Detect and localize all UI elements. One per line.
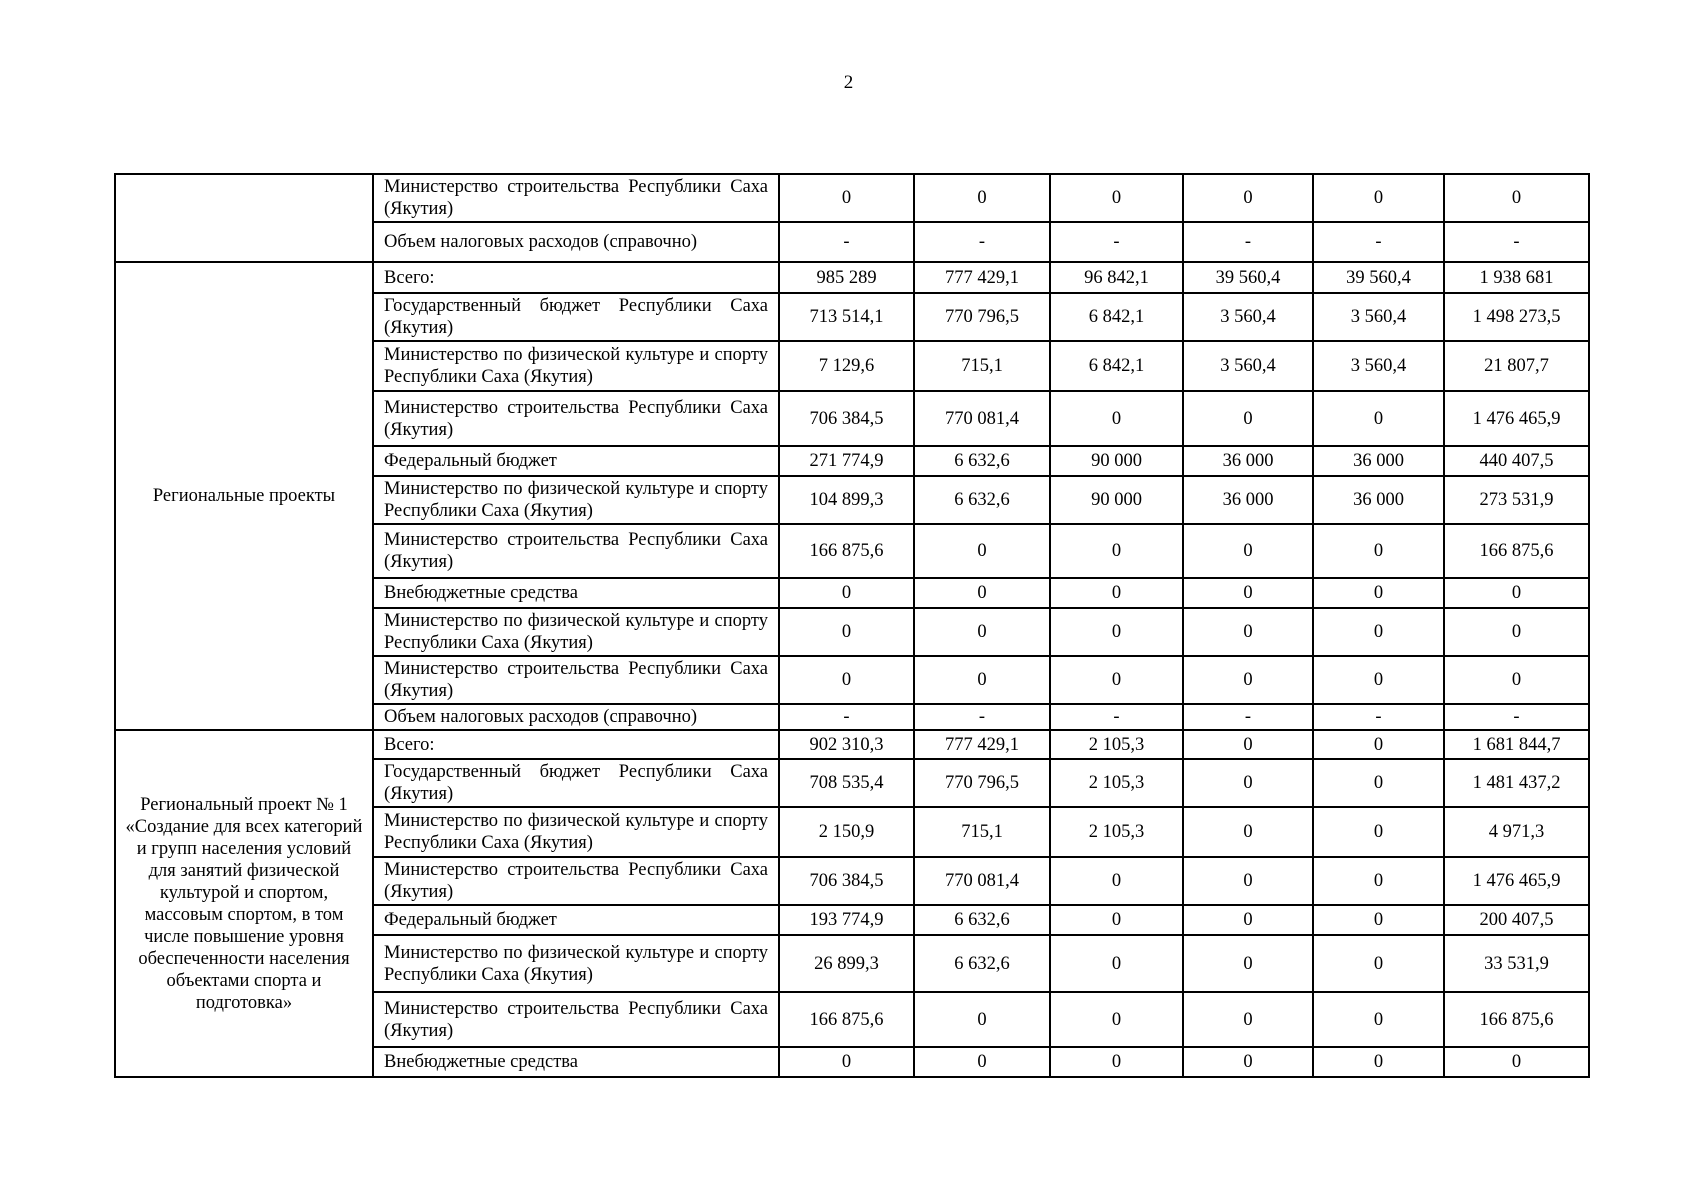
- value-cell: -: [1313, 704, 1444, 730]
- value-cell: 0: [1050, 857, 1183, 905]
- funding-source-cell: Министерство по физической культуре и спорту Республики Саха (Якутия): [373, 608, 779, 656]
- value-cell: 33 531,9: [1444, 935, 1589, 992]
- funding-source-cell: Внебюджетные средства: [373, 578, 779, 608]
- value-cell: 0: [1183, 578, 1313, 608]
- value-cell: 6 632,6: [914, 476, 1050, 524]
- value-cell: 273 531,9: [1444, 476, 1589, 524]
- value-cell: 0: [1050, 1047, 1183, 1077]
- value-cell: 0: [1050, 992, 1183, 1047]
- value-cell: 0: [1050, 935, 1183, 992]
- value-cell: -: [914, 222, 1050, 262]
- page-number: 2: [843, 72, 854, 93]
- value-cell: 0: [914, 992, 1050, 1047]
- funding-source-cell: Государственный бюджет Республики Саха (Якутия): [373, 759, 779, 807]
- value-cell: 0: [1183, 656, 1313, 704]
- value-cell: 0: [1444, 578, 1589, 608]
- value-cell: 706 384,5: [779, 391, 914, 446]
- funding-source-cell: Министерство строительства Республики Саха (Якутия): [373, 391, 779, 446]
- funding-source-cell: Государственный бюджет Республики Саха (Якутия): [373, 293, 779, 341]
- value-cell: 0: [1444, 608, 1589, 656]
- value-cell: 0: [1313, 578, 1444, 608]
- group-name-cell: Региональные проекты: [115, 262, 373, 730]
- value-cell: 0: [1183, 935, 1313, 992]
- funding-source-cell: Федеральный бюджет: [373, 446, 779, 476]
- value-cell: 0: [1050, 656, 1183, 704]
- value-cell: 0: [1183, 608, 1313, 656]
- value-cell: 166 875,6: [1444, 992, 1589, 1047]
- value-cell: 0: [779, 608, 914, 656]
- value-cell: 3 560,4: [1183, 341, 1313, 391]
- value-cell: 2 105,3: [1050, 759, 1183, 807]
- value-cell: 770 796,5: [914, 293, 1050, 341]
- value-cell: 0: [1444, 1047, 1589, 1077]
- value-cell: 770 796,5: [914, 759, 1050, 807]
- funding-source-cell: Объем налоговых расходов (справочно): [373, 704, 779, 730]
- value-cell: 21 807,7: [1444, 341, 1589, 391]
- funding-source-cell: Министерство по физической культуре и спорту Республики Саха (Якутия): [373, 807, 779, 857]
- value-cell: 715,1: [914, 807, 1050, 857]
- value-cell: -: [1444, 704, 1589, 730]
- value-cell: 715,1: [914, 341, 1050, 391]
- value-cell: 0: [1183, 391, 1313, 446]
- value-cell: 0: [1050, 608, 1183, 656]
- value-cell: 0: [1050, 174, 1183, 222]
- funding-source-cell: Всего:: [373, 730, 779, 759]
- value-cell: 0: [914, 524, 1050, 578]
- funding-source-cell: Министерство по физической культуре и спорту Республики Саха (Якутия): [373, 476, 779, 524]
- funding-source-cell: Федеральный бюджет: [373, 905, 779, 935]
- value-cell: 0: [1313, 174, 1444, 222]
- value-cell: 0: [914, 608, 1050, 656]
- group-name-cell: [115, 174, 373, 262]
- value-cell: -: [779, 222, 914, 262]
- value-cell: 3 560,4: [1313, 293, 1444, 341]
- value-cell: 0: [1183, 524, 1313, 578]
- funding-source-cell: Министерство строительства Республики Саха (Якутия): [373, 524, 779, 578]
- table-row: [115, 730, 1589, 759]
- value-cell: 39 560,4: [1183, 262, 1313, 293]
- value-cell: 0: [1050, 524, 1183, 578]
- value-cell: 6 632,6: [914, 935, 1050, 992]
- value-cell: 0: [1313, 656, 1444, 704]
- value-cell: 6 842,1: [1050, 293, 1183, 341]
- value-cell: 0: [914, 578, 1050, 608]
- funding-source-cell: Министерство строительства Республики Саха (Якутия): [373, 656, 779, 704]
- value-cell: 0: [1313, 608, 1444, 656]
- value-cell: 4 971,3: [1444, 807, 1589, 857]
- value-cell: 0: [1313, 759, 1444, 807]
- value-cell: 0: [1313, 807, 1444, 857]
- funding-source-cell: Министерство по физической культуре и спорту Республики Саха (Якутия): [373, 341, 779, 391]
- value-cell: 166 875,6: [779, 524, 914, 578]
- value-cell: 0: [1313, 1047, 1444, 1077]
- value-cell: -: [1183, 222, 1313, 262]
- value-cell: 0: [1444, 174, 1589, 222]
- value-cell: 0: [1050, 905, 1183, 935]
- funding-source-cell: Внебюджетные средства: [373, 1047, 779, 1077]
- value-cell: 96 842,1: [1050, 262, 1183, 293]
- value-cell: 0: [779, 1047, 914, 1077]
- value-cell: 166 875,6: [1444, 524, 1589, 578]
- value-cell: 0: [1313, 391, 1444, 446]
- value-cell: 36 000: [1313, 476, 1444, 524]
- funding-source-cell: Министерство строительства Республики Саха (Якутия): [373, 857, 779, 905]
- value-cell: 166 875,6: [779, 992, 914, 1047]
- value-cell: 0: [914, 174, 1050, 222]
- value-cell: 706 384,5: [779, 857, 914, 905]
- value-cell: 0: [914, 656, 1050, 704]
- value-cell: 0: [1183, 730, 1313, 759]
- value-cell: 0: [1183, 807, 1313, 857]
- value-cell: 440 407,5: [1444, 446, 1589, 476]
- value-cell: 2 150,9: [779, 807, 914, 857]
- value-cell: 6 632,6: [914, 905, 1050, 935]
- value-cell: -: [1050, 222, 1183, 262]
- value-cell: 2 105,3: [1050, 807, 1183, 857]
- value-cell: 0: [1183, 857, 1313, 905]
- value-cell: 0: [1183, 992, 1313, 1047]
- value-cell: 1 481 437,2: [1444, 759, 1589, 807]
- budget-table: [114, 173, 1590, 1078]
- value-cell: 713 514,1: [779, 293, 914, 341]
- value-cell: 90 000: [1050, 446, 1183, 476]
- value-cell: 1 938 681: [1444, 262, 1589, 293]
- value-cell: 1 476 465,9: [1444, 857, 1589, 905]
- value-cell: 0: [1313, 992, 1444, 1047]
- value-cell: -: [1183, 704, 1313, 730]
- value-cell: 193 774,9: [779, 905, 914, 935]
- table-row: [115, 174, 1589, 222]
- value-cell: 36 000: [1183, 476, 1313, 524]
- value-cell: 0: [779, 174, 914, 222]
- group-name-cell: Региональный проект № 1 «Создание для всех категорий и групп населения условий для занятий физической культурой и спортом, массовым спортом, в том числе повышение уровня обеспеченности населения объектами спорта и подготовка»: [115, 730, 373, 1077]
- value-cell: 0: [1050, 578, 1183, 608]
- funding-source-cell: Министерство по физической культуре и спорту Республики Саха (Якутия): [373, 935, 779, 992]
- funding-source-cell: Всего:: [373, 262, 779, 293]
- value-cell: 0: [1183, 905, 1313, 935]
- value-cell: 0: [779, 578, 914, 608]
- value-cell: 0: [1313, 524, 1444, 578]
- value-cell: -: [1050, 704, 1183, 730]
- value-cell: -: [779, 704, 914, 730]
- value-cell: 770 081,4: [914, 391, 1050, 446]
- value-cell: 3 560,4: [1183, 293, 1313, 341]
- value-cell: 39 560,4: [1313, 262, 1444, 293]
- value-cell: 0: [914, 1047, 1050, 1077]
- value-cell: 0: [1313, 905, 1444, 935]
- value-cell: 104 899,3: [779, 476, 914, 524]
- value-cell: 902 310,3: [779, 730, 914, 759]
- table-row: [115, 262, 1589, 293]
- value-cell: 271 774,9: [779, 446, 914, 476]
- value-cell: 0: [779, 656, 914, 704]
- value-cell: 90 000: [1050, 476, 1183, 524]
- value-cell: 770 081,4: [914, 857, 1050, 905]
- value-cell: 0: [1313, 730, 1444, 759]
- value-cell: 200 407,5: [1444, 905, 1589, 935]
- value-cell: 0: [1313, 857, 1444, 905]
- value-cell: 3 560,4: [1313, 341, 1444, 391]
- value-cell: 777 429,1: [914, 262, 1050, 293]
- value-cell: 6 842,1: [1050, 341, 1183, 391]
- value-cell: 1 476 465,9: [1444, 391, 1589, 446]
- value-cell: 26 899,3: [779, 935, 914, 992]
- value-cell: 0: [1313, 935, 1444, 992]
- value-cell: 777 429,1: [914, 730, 1050, 759]
- value-cell: 0: [1183, 759, 1313, 807]
- value-cell: 1 498 273,5: [1444, 293, 1589, 341]
- value-cell: 2 105,3: [1050, 730, 1183, 759]
- value-cell: 36 000: [1313, 446, 1444, 476]
- value-cell: 1 681 844,7: [1444, 730, 1589, 759]
- value-cell: 7 129,6: [779, 341, 914, 391]
- value-cell: 6 632,6: [914, 446, 1050, 476]
- value-cell: -: [1444, 222, 1589, 262]
- value-cell: 985 289: [779, 262, 914, 293]
- value-cell: 0: [1183, 174, 1313, 222]
- value-cell: 708 535,4: [779, 759, 914, 807]
- funding-source-cell: Министерство строительства Республики Саха (Якутия): [373, 174, 779, 222]
- value-cell: -: [1313, 222, 1444, 262]
- value-cell: 0: [1183, 1047, 1313, 1077]
- value-cell: -: [914, 704, 1050, 730]
- table-body: [115, 174, 1589, 1077]
- funding-source-cell: Министерство строительства Республики Саха (Якутия): [373, 992, 779, 1047]
- value-cell: 36 000: [1183, 446, 1313, 476]
- value-cell: 0: [1050, 391, 1183, 446]
- funding-source-cell: Объем налоговых расходов (справочно): [373, 222, 779, 262]
- value-cell: 0: [1444, 656, 1589, 704]
